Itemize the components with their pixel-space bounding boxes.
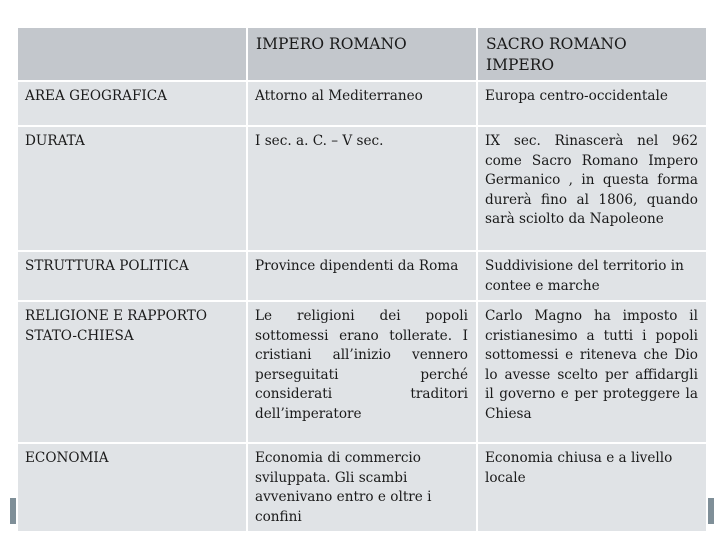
- row-label: STRUTTURA POLITICA: [17, 251, 247, 301]
- cell-sacro-romano-impero: Europa centro-occidentale: [477, 81, 707, 126]
- cell-sacro-romano-impero: Carlo Magno ha imposto il cristianesimo a tutti i popoli sottomessi e riteneva che Dio lo avesse scelto per affidargli il governo e per proteggere la Chiesa: [477, 301, 707, 443]
- table-row: [17, 126, 707, 251]
- header-row: [17, 27, 707, 81]
- cell-sacro-romano-impero: Suddivisione del territorio in contee e marche: [477, 251, 707, 301]
- row-label: ECONOMIA: [17, 443, 247, 532]
- table-row: [17, 301, 707, 443]
- cell-impero-romano: Province dipendenti da Roma: [247, 251, 477, 301]
- header-impero-romano: IMPERO ROMANO: [247, 27, 477, 81]
- row-label: DURATA: [17, 126, 247, 251]
- row-label: RELIGIONE E RAPPORTO STATO-CHIESA: [17, 301, 247, 443]
- comparison-table-container: [16, 26, 706, 533]
- cell-impero-romano: Attorno al Mediterraneo: [247, 81, 477, 126]
- cell-impero-romano: I sec. a. C. – V sec.: [247, 126, 477, 251]
- header-sacro-romano-impero: SACRO ROMANO IMPERO: [477, 27, 707, 81]
- comparison-table: [16, 26, 708, 533]
- cell-impero-romano: Economia di commercio sviluppata. Gli scambi avvenivano entro e oltre i confini: [247, 443, 477, 532]
- cell-sacro-romano-impero: Economia chiusa e a livello locale: [477, 443, 707, 532]
- table-row: [17, 81, 707, 126]
- cell-sacro-romano-impero: IX sec. Rinascerà nel 962 come Sacro Romano Impero Germanico , in questa forma durerà fino al 1806, quando sarà sciolto da Napoleone: [477, 126, 707, 251]
- header-empty-cell: [17, 27, 247, 81]
- row-label: AREA GEOGRAFICA: [17, 81, 247, 126]
- table-row: [17, 443, 707, 532]
- table-row: [17, 251, 707, 301]
- cell-impero-romano: Le religioni dei popoli sottomessi erano tollerate. I cristiani all’inizio vennero perseguitati perché considerati traditori dell’imperatore: [247, 301, 477, 443]
